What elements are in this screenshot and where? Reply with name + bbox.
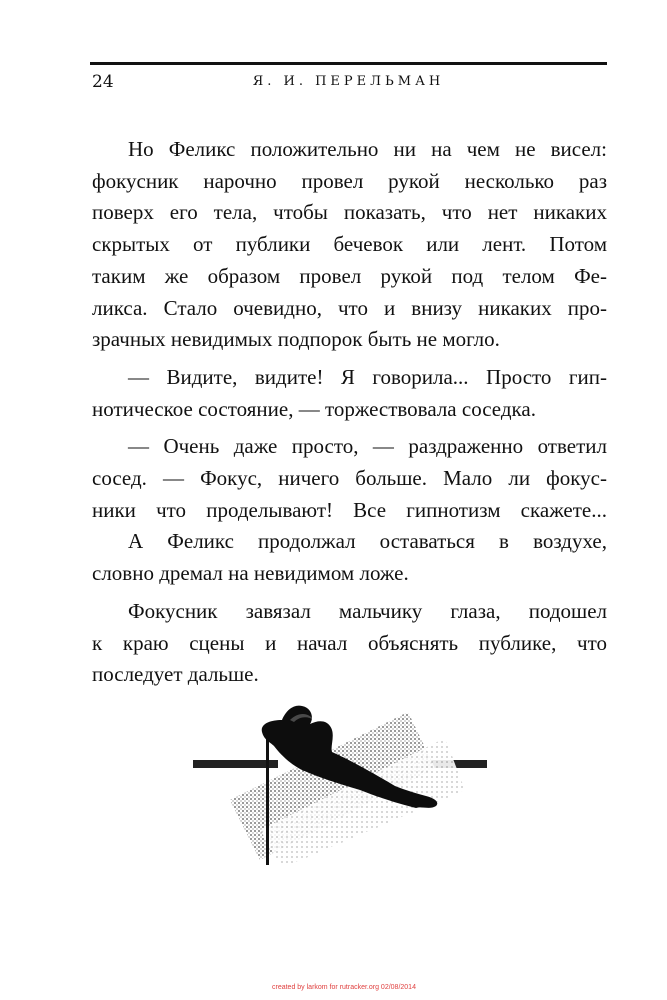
- text-line: нотическое состояние, — торжествовала соседка.: [92, 396, 536, 421]
- header-rule: [90, 62, 607, 65]
- text-line: зрачных невидимых подпорок быть не могло.: [92, 327, 500, 352]
- text-line: последует дальше.: [92, 662, 259, 687]
- text-line: ники что проделывают! Все гипнотизм скажете...: [92, 497, 607, 522]
- text-line: поверх его тела, чтобы показать, что нет никаких: [92, 200, 607, 225]
- page-number: 24: [92, 72, 114, 92]
- body-text: [92, 134, 607, 691]
- text-line: фокусник нарочно провел рукой несколько раз: [92, 168, 607, 193]
- text-line: Но Феликс положительно ни на чем не висел:: [128, 137, 607, 161]
- text-line: — Очень даже просто, — раздраженно ответил: [128, 434, 607, 459]
- levitating-boy-illustration-icon: [190, 690, 490, 865]
- running-head-author: Я. И. ПЕРЕЛЬМАН: [252, 74, 445, 89]
- text-line: словно дремал на невидимом ложе.: [92, 561, 409, 586]
- paragraph: [92, 526, 607, 589]
- paragraph: [92, 362, 607, 425]
- paragraph: [92, 134, 607, 356]
- watermark: created by larkom for rutracker.org 02/08/2014: [272, 984, 416, 991]
- text-line: сосед. — Фокус, ничего больше. Мало ли фокус-: [92, 466, 607, 491]
- paragraph: [92, 596, 607, 691]
- text-line: — Видите, видите! Я говорила... Просто гип-: [128, 364, 607, 389]
- paragraph: [92, 431, 607, 526]
- text-line: скрытых от публики бечевок или лент. Потом: [92, 232, 607, 257]
- text-line: к краю сцены и начал объяснять публике, что: [92, 630, 607, 655]
- text-line: Фокусник завязал мальчику глаза, подошел: [128, 598, 607, 623]
- text-line: А Феликс продолжал оставаться в воздухе,: [128, 529, 607, 554]
- text-line: ликса. Стало очевидно, что и внизу никаких про-: [92, 295, 607, 320]
- running-head: [90, 72, 607, 94]
- text-line: таким же образом провел рукой под телом Фе-: [92, 263, 607, 288]
